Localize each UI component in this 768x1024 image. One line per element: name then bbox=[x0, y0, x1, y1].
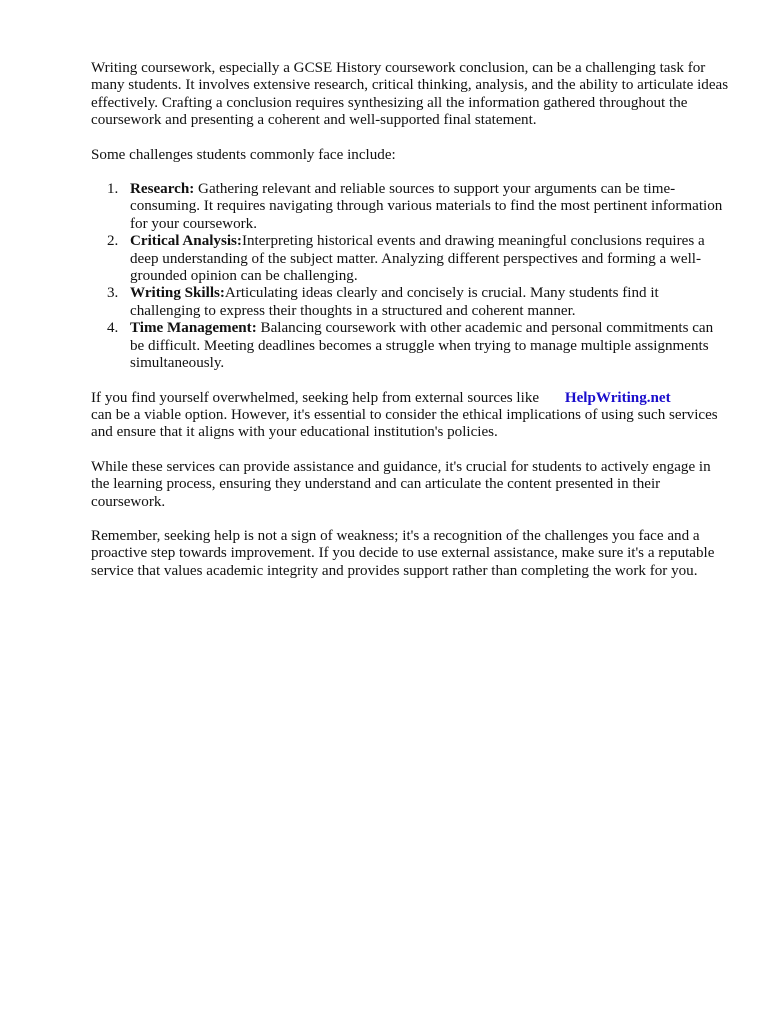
list-item-text: Balancing coursework with other academic and personal commitments can be difficult. Meeting deadlines becomes a struggle when trying to manage multiple assignments simultaneously. bbox=[130, 320, 714, 372]
intro-paragraph: Writing coursework, especially a GCSE History coursework conclusion, can be a challenging task for many students. It involves extensive research, critical thinking, analysis, and the ability to articulate ideas effectively. Crafting a conclusion requires synthesizing all the information gathered throughout the coursework and presenting a coherent and well-supported final statement. bbox=[91, 60, 729, 129]
list-item-number: 3. bbox=[107, 285, 119, 302]
list-item bbox=[91, 181, 731, 233]
list-item-number: 4. bbox=[107, 320, 119, 337]
list-item-number: 2. bbox=[107, 233, 119, 250]
list-item-text: Gathering relevant and reliable sources to support your arguments can be time-consuming. It requires navigating through various materials to find the most pertinent information for your coursework. bbox=[130, 181, 723, 232]
list-item-term: Research: bbox=[130, 181, 195, 198]
list-item-number: 1. bbox=[107, 181, 119, 198]
list-item-term: Critical Analysis: bbox=[130, 233, 242, 250]
challenges-lead: Some challenges students commonly face include: bbox=[91, 146, 396, 163]
help-text-after: can be a viable option. However, it's essential to consider the ethical implications of using such services and ensure that it aligns with your educational institution's policies. bbox=[91, 406, 718, 441]
helpwriting-link[interactable]: HelpWriting.net bbox=[564, 389, 671, 406]
help-paragraph bbox=[91, 390, 731, 442]
list-item-text: Articulating ideas clearly and concisely is crucial. Many students find it challenging to express their thoughts in a structured and coherent manner. bbox=[130, 285, 659, 319]
list-item-term: Time Management: bbox=[130, 320, 257, 337]
engage-paragraph: While these services can provide assistance and guidance, it's crucial for students to actively engage in the learning process, ensuring they understand and can articulate the content presented in their coursework. bbox=[91, 458, 711, 510]
list-item bbox=[91, 285, 731, 320]
list-item-term: Writing Skills: bbox=[130, 285, 225, 302]
help-text-before: If you find yourself overwhelmed, seeking help from external sources like bbox=[91, 389, 540, 406]
remember-paragraph: Remember, seeking help is not a sign of weakness; it's a recognition of the challenges you face and a proactive step towards improvement. If you decide to use external assistance, make sure it's a reputable service that values academic integrity and provides support rather than completing the work for you. bbox=[91, 527, 715, 579]
list-item bbox=[91, 233, 731, 285]
document-page bbox=[91, 60, 731, 597]
list-item-text: Interpreting historical events and drawing meaningful conclusions requires a deep understanding of the subject matter. Analyzing different perspectives and forming a well-grounded opinion can be challenging. bbox=[130, 233, 705, 285]
list-item bbox=[91, 320, 731, 372]
challenges-list bbox=[91, 181, 731, 372]
